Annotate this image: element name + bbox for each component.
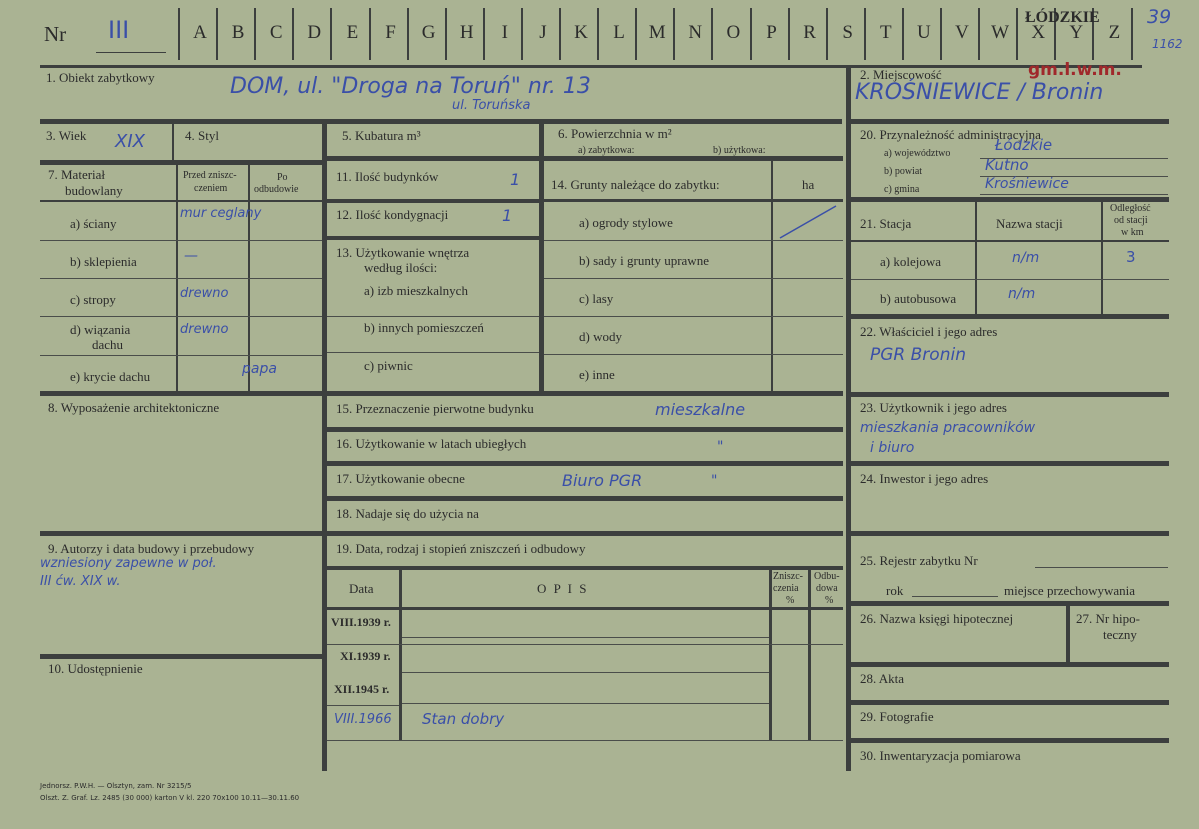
f15-label: 15. Przeznaczenie pierwotne budynku bbox=[336, 401, 534, 416]
f23-label: 23. Użytkownik i jego adres bbox=[860, 400, 1007, 415]
index-letter-divider bbox=[1016, 8, 1018, 60]
f19-row2-date: XI.1939 r. bbox=[340, 649, 391, 663]
rule bbox=[402, 637, 769, 638]
rule bbox=[327, 427, 843, 432]
region-label: ŁÓDZKIE bbox=[1025, 9, 1100, 26]
f17-value2: " bbox=[711, 473, 718, 489]
index-letter-divider bbox=[445, 8, 447, 60]
f18-label: 18. Nadaje się do użycia na bbox=[336, 506, 479, 521]
index-letter: Z bbox=[1108, 22, 1121, 43]
f2-value: KROŚNIEWICE / Bronin bbox=[855, 80, 1104, 105]
divider bbox=[769, 570, 772, 740]
index-letter: T bbox=[879, 22, 892, 43]
f19-col-od3: % bbox=[825, 595, 834, 606]
f21-label: 21. Stacja bbox=[860, 216, 912, 231]
f15-value: mieszkalne bbox=[655, 400, 746, 419]
f7-label1: 7. Materiał bbox=[48, 167, 106, 182]
rule bbox=[851, 662, 1169, 667]
rule bbox=[851, 392, 1169, 397]
f3-value: XIX bbox=[115, 131, 145, 152]
divider bbox=[808, 570, 811, 740]
rule bbox=[851, 531, 1169, 536]
index-letter: R bbox=[803, 22, 816, 43]
rule bbox=[327, 644, 843, 645]
index-letter-divider bbox=[330, 8, 332, 60]
f14-row-a-strike bbox=[776, 202, 840, 240]
f6-a: a) zabytkowa: bbox=[578, 145, 635, 156]
rule bbox=[851, 279, 1169, 280]
f7-row-c: c) stropy bbox=[70, 292, 116, 307]
f7-row-d2: dachu bbox=[92, 337, 124, 352]
rule bbox=[851, 240, 1169, 242]
nr-value: III bbox=[108, 16, 130, 44]
f7-row-e-before: papa bbox=[242, 361, 277, 377]
rule bbox=[327, 496, 843, 501]
f21-col-dist1: Odległość bbox=[1110, 203, 1151, 214]
f19-row4-date: VIII.1966 bbox=[334, 712, 392, 727]
index-letter: Y bbox=[1069, 22, 1084, 43]
f17-value: Biuro PGR bbox=[562, 471, 643, 490]
divider bbox=[771, 161, 773, 391]
rule bbox=[544, 354, 843, 355]
f17-label: 17. Użytkowanie obecne bbox=[336, 471, 465, 486]
f5-label: 5. Kubatura m³ bbox=[342, 128, 421, 143]
f4-label: 4. Styl bbox=[185, 128, 219, 143]
index-letter: B bbox=[231, 22, 245, 43]
index-letter-divider bbox=[635, 8, 637, 60]
index-letter-divider bbox=[292, 8, 294, 60]
rule bbox=[40, 278, 322, 279]
index-letter: A bbox=[193, 22, 207, 43]
f21-b: b) autobusowa bbox=[880, 291, 957, 306]
f19-col-zn3: % bbox=[786, 595, 795, 606]
f21-col-dist3: w km bbox=[1121, 227, 1144, 238]
f13-b: b) innych pomieszczeń bbox=[364, 320, 484, 335]
footer-line1: Jednorsz. P.W.H. — Olsztyn, zam. Nr 3215/5 bbox=[40, 782, 192, 790]
f21-col-dist2: od stacji bbox=[1114, 215, 1148, 226]
underline bbox=[1035, 567, 1168, 568]
header-rule bbox=[40, 65, 1142, 68]
rule bbox=[327, 531, 843, 536]
f19-row4-opis: Stan dobry bbox=[422, 710, 505, 728]
divider bbox=[975, 202, 977, 314]
nr-label: Nr bbox=[44, 22, 67, 46]
divider bbox=[399, 570, 402, 740]
f27-label1: 27. Nr hipo- bbox=[1076, 611, 1140, 626]
f8-label: 8. Wyposażenie architektoniczne bbox=[48, 400, 220, 415]
divider bbox=[172, 124, 174, 162]
f13-c: c) piwnic bbox=[364, 358, 413, 373]
rule bbox=[327, 740, 843, 741]
f14-unit: ha bbox=[802, 177, 815, 192]
rule-row2-mid bbox=[327, 156, 843, 161]
rule bbox=[327, 705, 399, 706]
rule bbox=[851, 314, 1169, 319]
index-letter-divider bbox=[826, 8, 828, 60]
underline bbox=[980, 194, 1168, 195]
f16-label: 16. Użytkowanie w latach ubiegłych bbox=[336, 436, 527, 451]
f6-b: b) użytkowa: bbox=[713, 145, 766, 156]
f6-label: 6. Powierzchnia w m² bbox=[558, 126, 672, 141]
f2-label: 2. Miejscowość bbox=[860, 67, 942, 82]
f22-label: 22. Właściciel i jego adres bbox=[860, 324, 998, 339]
f25-label: 25. Rejestr zabytku Nr bbox=[860, 553, 978, 568]
f7-label2: budowlany bbox=[65, 183, 123, 198]
f7-col-before2: czeniem bbox=[194, 183, 228, 194]
rule bbox=[402, 672, 769, 673]
index-letter: W bbox=[991, 22, 1010, 43]
index-letter: O bbox=[726, 22, 741, 43]
index-letter: F bbox=[385, 22, 396, 43]
index-letter: D bbox=[307, 22, 322, 43]
rule bbox=[40, 200, 322, 202]
f29-label: 29. Fotografie bbox=[860, 709, 934, 724]
index-letter: G bbox=[421, 22, 436, 43]
f23-value2: i biuro bbox=[870, 440, 915, 456]
rule bbox=[327, 607, 843, 610]
rule bbox=[327, 199, 539, 203]
f11-label: 11. Ilość budynków bbox=[336, 169, 439, 184]
f19-col-zn1: Zniszc- bbox=[773, 571, 803, 582]
f20-b-value: Kutno bbox=[985, 156, 1029, 174]
nr-underline bbox=[96, 52, 166, 53]
f1-value: DOM, ul. "Droga na Toruń" nr. 13 bbox=[230, 74, 591, 99]
index-letter-divider bbox=[178, 8, 180, 60]
f19-col-opis: O P I S bbox=[537, 581, 589, 596]
rule-row1 bbox=[40, 119, 842, 124]
f19-col-date: Data bbox=[349, 581, 374, 596]
index-letter: H bbox=[459, 22, 474, 43]
f14-row-a: a) ogrody stylowe bbox=[579, 215, 673, 230]
index-letter-divider bbox=[673, 8, 675, 60]
divider bbox=[1101, 202, 1103, 314]
rule bbox=[544, 316, 843, 317]
rule bbox=[327, 352, 539, 353]
f7-row-e: e) krycie dachu bbox=[70, 369, 151, 384]
rule bbox=[40, 316, 322, 317]
index-letter: E bbox=[346, 22, 359, 43]
rule bbox=[544, 240, 843, 241]
rule bbox=[40, 240, 322, 241]
f9-value1: wzniesiony zapewne w poł. bbox=[40, 556, 217, 571]
f14-row-c: c) lasy bbox=[579, 291, 614, 306]
index-letter: K bbox=[574, 22, 588, 43]
rule bbox=[327, 316, 539, 317]
index-letter: J bbox=[539, 22, 547, 43]
f2-stamp: gm.l.w.m. bbox=[1028, 60, 1122, 80]
f1-value-correction: ul. Toruńska bbox=[452, 98, 531, 113]
index-letter-divider bbox=[864, 8, 866, 60]
index-letter-divider bbox=[407, 8, 409, 60]
index-letter-divider bbox=[902, 8, 904, 60]
f13-label1: 13. Użytkowanie wnętrza bbox=[336, 245, 470, 260]
index-letter-divider bbox=[788, 8, 790, 60]
rule bbox=[851, 738, 1169, 743]
rule bbox=[40, 654, 322, 659]
rule bbox=[402, 703, 769, 704]
f14-row-e: e) inne bbox=[579, 367, 615, 382]
index-letter-divider bbox=[216, 8, 218, 60]
f3-label: 3. Wiek bbox=[46, 128, 87, 143]
index-letter: I bbox=[501, 22, 508, 43]
f7-col-after1: Po bbox=[277, 172, 288, 183]
f22-value: PGR Bronin bbox=[870, 345, 966, 365]
index-letter: M bbox=[648, 22, 666, 43]
f20-label: 20. Przynależność administracyjna bbox=[860, 127, 1041, 142]
index-letter-divider bbox=[750, 8, 752, 60]
index-letter: L bbox=[613, 22, 625, 43]
f19-row1-date: VIII.1939 r. bbox=[331, 615, 391, 629]
rule bbox=[544, 278, 843, 279]
index-letter-divider bbox=[597, 8, 599, 60]
index-letter: V bbox=[955, 22, 969, 43]
index-letter: X bbox=[1031, 22, 1046, 43]
f14-label: 14. Grunty należące do zabytku: bbox=[551, 177, 720, 192]
f20-c: c) gmina bbox=[884, 184, 920, 195]
footer-line2: Olszt. Z. Graf. Lz. 2485 (30 000) karton V kl. 220 70x100 10.11—30.11.60 bbox=[40, 794, 300, 802]
f7-row-a-before: mur ceglany bbox=[180, 206, 262, 221]
index-letter: U bbox=[917, 22, 931, 43]
index-letter: S bbox=[842, 22, 853, 43]
rule-row2-left bbox=[40, 160, 322, 165]
rule bbox=[327, 566, 843, 570]
rule bbox=[851, 601, 1169, 606]
f7-row-d1: d) wiązania bbox=[70, 322, 131, 337]
rule bbox=[40, 355, 322, 356]
f7-row-b: b) sklepienia bbox=[70, 254, 137, 269]
f19-col-zn2: czenia bbox=[773, 583, 799, 594]
f21-a-name: n/m bbox=[1012, 250, 1040, 266]
f19-col-od1: Odbu- bbox=[814, 571, 840, 582]
f9-value2: III ćw. XIX w. bbox=[40, 574, 121, 589]
f13-label2: według ilości: bbox=[364, 260, 438, 275]
f7-col-after2: odbudowie bbox=[254, 184, 299, 195]
rule bbox=[851, 461, 1169, 466]
index-letter-divider bbox=[559, 8, 561, 60]
f26-label: 26. Nazwa księgi hipotecznej bbox=[860, 611, 1014, 626]
divider bbox=[1066, 606, 1070, 664]
rule-row3 bbox=[40, 391, 843, 396]
f21-col-name: Nazwa stacji bbox=[996, 216, 1063, 231]
rule bbox=[851, 700, 1169, 705]
f1-label: 1. Obiekt zabytkowy bbox=[46, 70, 155, 85]
index-letter: C bbox=[269, 22, 283, 43]
rule bbox=[851, 197, 1169, 202]
f11-value: 1 bbox=[510, 170, 521, 189]
f21-a: a) kolejowa bbox=[880, 254, 942, 269]
index-letter: P bbox=[766, 22, 777, 43]
f19-label: 19. Data, rodzaj i stopień zniszczeń i odbudowy bbox=[336, 541, 586, 556]
f7-row-a: a) ściany bbox=[70, 216, 117, 231]
index-letter-divider bbox=[521, 8, 523, 60]
f10-label: 10. Udostępnienie bbox=[48, 661, 143, 676]
f13-a: a) izb mieszkalnych bbox=[364, 283, 468, 298]
f20-c-value: Krośniewice bbox=[985, 176, 1069, 192]
rule bbox=[40, 531, 322, 536]
f20-b: b) powiat bbox=[884, 166, 923, 177]
f30-label: 30. Inwentaryzacja pomiarowa bbox=[860, 748, 1021, 763]
f19-row3-date: XII.1945 r. bbox=[334, 682, 390, 696]
f9-label: 9. Autorzy i data budowy i przebudowy bbox=[48, 541, 255, 556]
f21-a-dist: 3 bbox=[1126, 248, 1136, 266]
corner-number-2: 1162 bbox=[1152, 37, 1183, 51]
f19-col-od2: dowa bbox=[816, 583, 838, 594]
f7-row-b-before: — bbox=[184, 248, 198, 264]
rule-row1-right bbox=[851, 119, 1169, 124]
f7-row-c-before: drewno bbox=[180, 286, 229, 301]
f12-value: 1 bbox=[502, 206, 513, 225]
f24-label: 24. Inwestor i jego adres bbox=[860, 471, 989, 486]
f20-a-value: Łódzkie bbox=[995, 136, 1053, 154]
corner-number-1: 39 bbox=[1147, 6, 1172, 28]
f23-value1: mieszkania pracowników bbox=[860, 420, 1036, 436]
index-letter-divider bbox=[483, 8, 485, 60]
f14-row-d: d) wody bbox=[579, 329, 622, 344]
left-col-divider bbox=[322, 124, 327, 771]
f12-label: 12. Ilość kondygnacji bbox=[336, 207, 449, 222]
f25-rok: rok bbox=[886, 583, 904, 598]
rule bbox=[327, 236, 539, 240]
mid-col-divider bbox=[539, 124, 544, 391]
rule bbox=[327, 461, 843, 466]
f27-label2: teczny bbox=[1103, 627, 1137, 642]
index-letter-divider bbox=[940, 8, 942, 60]
index-letter-divider bbox=[711, 8, 713, 60]
index-letter-divider bbox=[369, 8, 371, 60]
index-letter-divider bbox=[254, 8, 256, 60]
f20-a: a) województwo bbox=[884, 148, 951, 159]
index-letter-divider bbox=[978, 8, 980, 60]
index-letter-divider bbox=[1131, 8, 1133, 60]
underline bbox=[912, 596, 998, 597]
f28-label: 28. Akta bbox=[860, 671, 905, 686]
f7-col-before1: Przed zniszc- bbox=[183, 170, 237, 181]
index-letter: N bbox=[688, 22, 703, 43]
f16-value: " bbox=[717, 439, 724, 455]
f21-b-name: n/m bbox=[1008, 286, 1036, 302]
f14-row-b: b) sady i grunty uprawne bbox=[579, 253, 709, 268]
f7-row-d-before: drewno bbox=[180, 322, 229, 337]
f25-miejsce: miejsce przechowywania bbox=[1004, 583, 1136, 598]
